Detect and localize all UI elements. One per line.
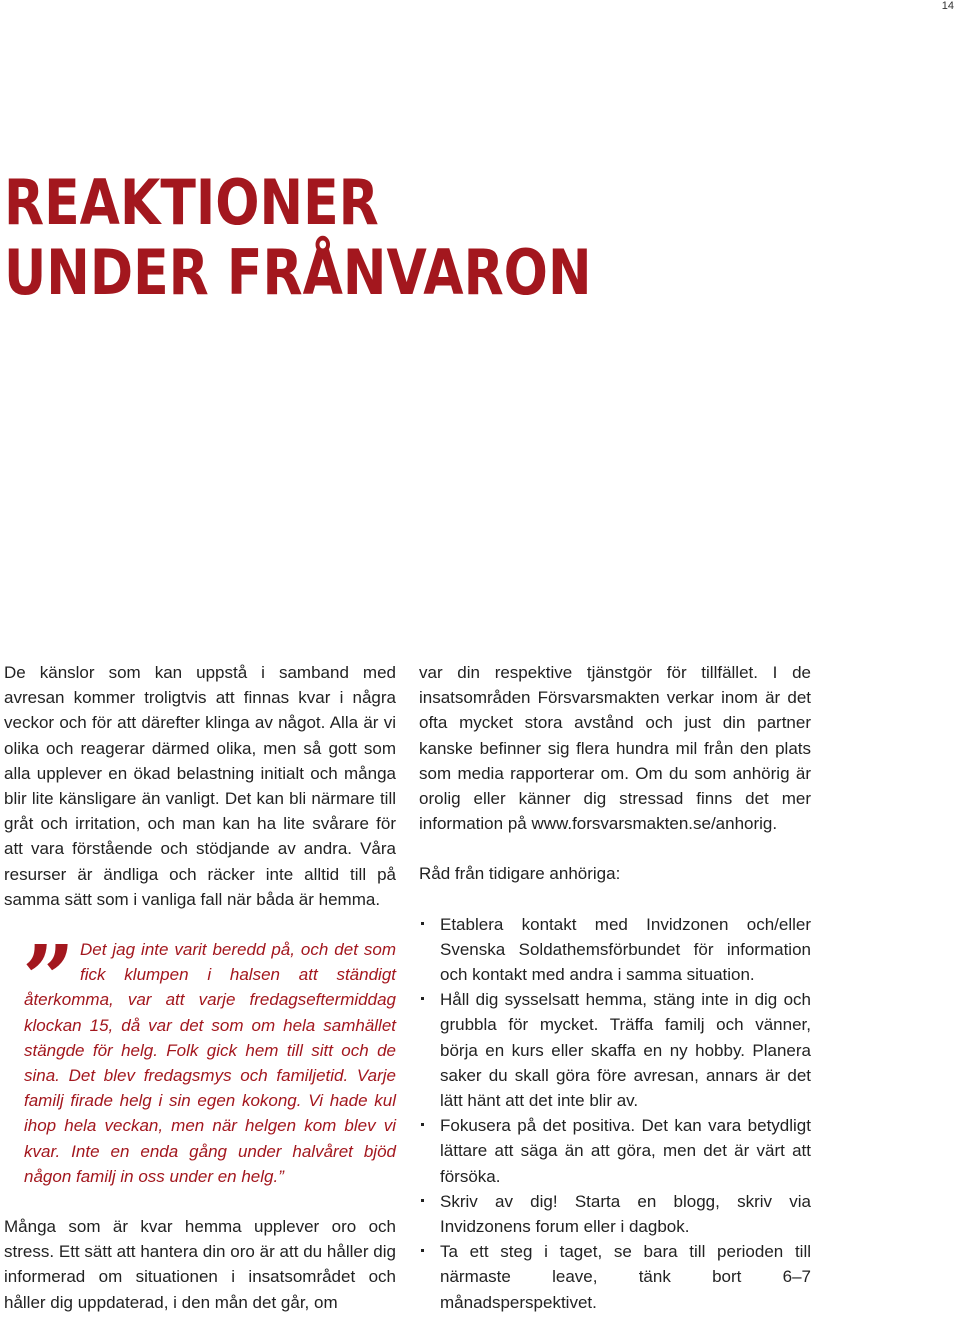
- page-number: 14: [941, 0, 954, 12]
- right-column: [419, 660, 811, 1315]
- advice-list: [419, 912, 811, 1315]
- left-column: [4, 660, 396, 1340]
- list-item: Skriv av dig! Starta en blogg, skriv via Invidzonens forum eller i dagbok.: [419, 1189, 811, 1239]
- quote-text: Det jag inte varit beredd på, och det som fick klumpen i halsen att ständigt återkomma, var att varje fredagseftermiddag klockan 15, då var det som om hela samhället stängde för helg. Folk gick hem till sitt och de sina. Det blev fredagsmys och familjetid. Varje familj firade helg i sin egen kokong. Vi hade kul ihop hela veckan, men när helgen kom blev vi kvar. Inte en enda gång under halvåret bjöd någon familj in oss under en helg.”: [24, 940, 396, 1186]
- quote-mark-icon: ”: [22, 925, 75, 1034]
- stress-paragraph: Många som är kvar hemma upplever oro och stress. Ett sätt att hantera din oro är att du håller dig informerad om situationen i insatsområdet och håller dig uppdaterad, i den mån det går, om: [4, 1217, 396, 1312]
- list-item: Fokusera på det positiva. Det kan vara betydligt lättare att säga än att göra, men det är värt att försöka.: [419, 1113, 811, 1189]
- info-paragraph: var din respektive tjänstgör för tillfället. I de insatsområden Försvarsmakten verkar inom är det ofta mycket stora avstånd och just din partner kanske befinner sig flera hundra mil från den plats som media rapporterar om. Om du som anhörig är orolig eller känner dig stressad finns det mer information på www.forsvarsmakten.se/anhorig.: [419, 663, 811, 834]
- pull-quote: [4, 925, 396, 1189]
- list-item: Etablera kontakt med Invidzonen och/eller Svenska Soldathemsförbundet för information och kontakt med andra i samma situation.: [419, 912, 811, 988]
- list-item: Håll dig sysselsatt hemma, stäng inte in dig och grubbla för mycket. Träffa familj och vänner, börja en kurs eller skaffa en ny hobby. Planera saker du skall göra före avresan, annars är det lätt hänt att det inte blir av.: [419, 987, 811, 1113]
- advice-heading: Råd från tidigare anhöriga:: [419, 864, 621, 884]
- page-title: [4, 168, 592, 308]
- list-item: Ta ett steg i taget, se bara till perioden till närmaste leave, tänk bort 6–7 månadsperspektivet.: [419, 1239, 811, 1315]
- page-title-line-2: UNDER FRÅNVARON: [4, 236, 592, 309]
- page-title-line-1: REAKTIONER: [4, 166, 379, 239]
- intro-paragraph: De känslor som kan uppstå i samband med avresan kommer troligtvis att finnas kvar i några veckor och för att därefter klinga av något. Alla är vi olika och reagerar därmed olika, men så gott som alla upplever en ökad belastning initialt och många blir lite känsligare än vanligt. Det kan bli närmare till gråt och irritation, och man kan ha lite svårare för att vara förstående och stödjande av andra. Våra resurser är ändliga och räcker inte alltid till på samma sätt som i vanliga fall när båda är hemma.: [4, 663, 396, 909]
